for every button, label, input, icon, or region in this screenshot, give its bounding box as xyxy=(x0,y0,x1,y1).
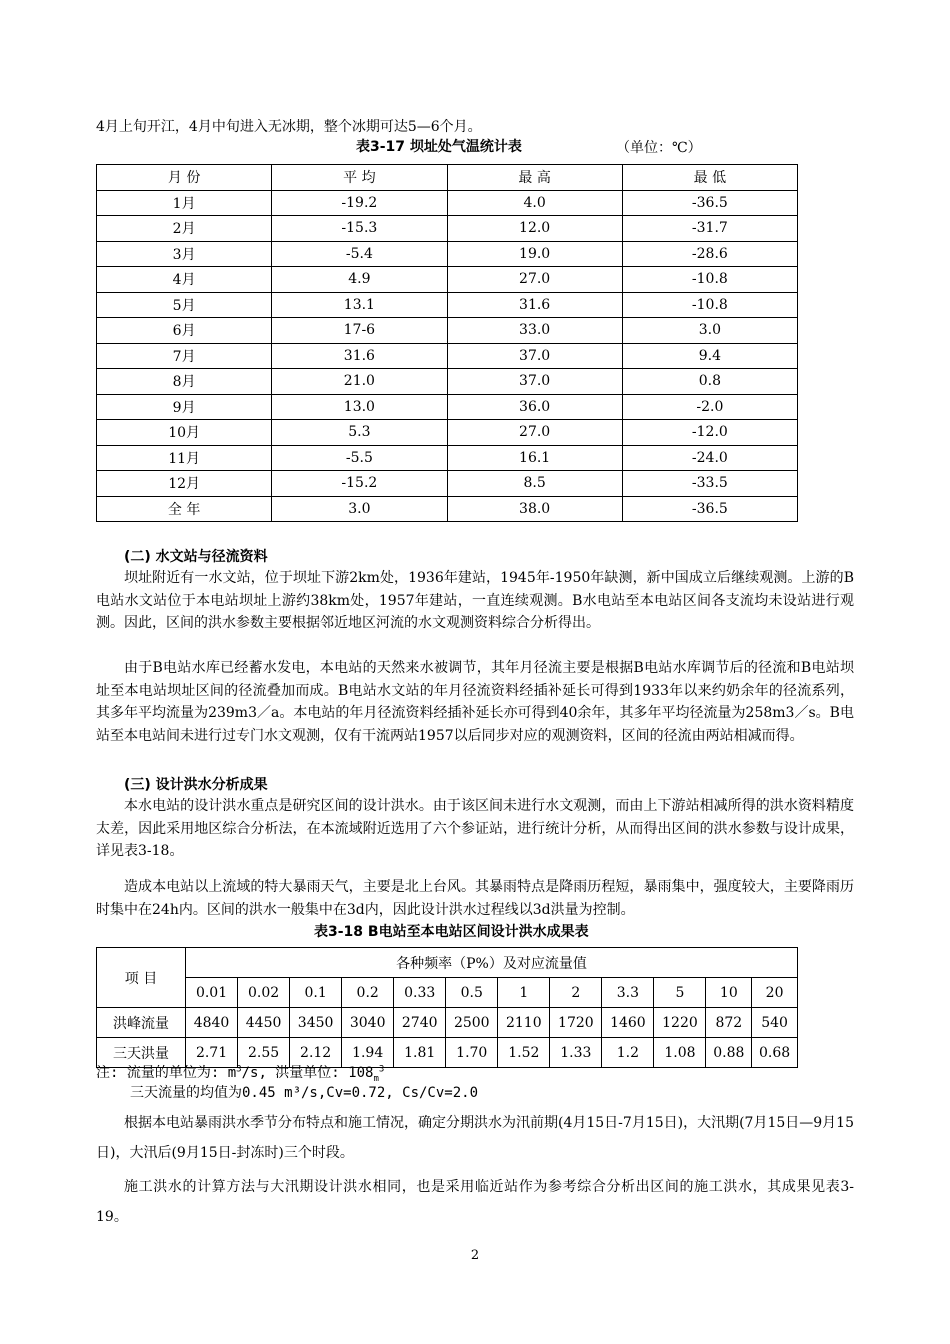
table-cell: 9月 xyxy=(97,394,272,420)
table-cell: 3040 xyxy=(342,1008,394,1038)
table-cell: -36.5 xyxy=(622,190,797,216)
header-max: 最 高 xyxy=(447,165,622,191)
table-cell: 1460 xyxy=(602,1008,654,1038)
header-month: 月 份 xyxy=(97,165,272,191)
table-row xyxy=(97,318,798,344)
frequency-header-cell: 0.1 xyxy=(290,978,342,1008)
section2-paragraph-2: 由于B电站水库已经蓄水发电，本电站的天然来水被调节，其年月径流主要是根据B电站水库调节后的径流和B电站坝址至本电站坝址区间的径流叠加而成。B电站水文站的年月径流资料经插补延长可得到1933年以来约奶余年的径流系列，其多年平均流量为239m3／a。本电站的年月径流资料经插补延长亦可得到40余年，其多年平均径流量为258m3／s。B电站至本电站间未进行过专门水文观测，仅有干流两站1957以后同步对应的观测资料，区间的径流由两站相减而得。 xyxy=(96,660,854,744)
table-cell: 11月 xyxy=(97,445,272,471)
table-cell: -5.4 xyxy=(272,241,447,267)
table-cell: 12.0 xyxy=(447,216,622,242)
table17-unit: （单位：℃） xyxy=(616,140,702,156)
section3-paragraph-2: 造成本电站以上流域的特大暴雨天气，主要是北上台风。其暴雨特点是降雨历程短，暴雨集中，强度较大，主要降雨历时集中在24h内。区间的洪水一般集中在3d内，因此设计洪水过程线以3d洪量为控制。 xyxy=(96,879,854,918)
table-cell: 1220 xyxy=(654,1008,706,1038)
frequency-header-cell: 0.5 xyxy=(446,978,498,1008)
table-cell: 21.0 xyxy=(272,369,447,395)
table-cell: 13.0 xyxy=(272,394,447,420)
table-cell: 38.0 xyxy=(447,496,622,522)
table-row xyxy=(97,445,798,471)
table-cell: -19.2 xyxy=(272,190,447,216)
table-cell: 4450 xyxy=(238,1008,290,1038)
table-cell: -10.8 xyxy=(622,292,797,318)
table-cell: 2.71 xyxy=(186,1038,238,1068)
table-cell: 2500 xyxy=(446,1008,498,1038)
table-row xyxy=(97,343,798,369)
frequency-header-cell: 10 xyxy=(706,978,752,1008)
table-cell: 1.94 xyxy=(342,1038,394,1068)
table-cell: -15.2 xyxy=(272,471,447,497)
table-cell: 3月 xyxy=(97,241,272,267)
table-row xyxy=(97,496,798,522)
table-cell: -36.5 xyxy=(622,496,797,522)
frequency-header-cell: 20 xyxy=(752,978,798,1008)
table-cell: 1月 xyxy=(97,190,272,216)
table18-caption: 表3-18 B电站至本电站区间设计洪水成果表 xyxy=(314,924,589,940)
table-cell: 3450 xyxy=(290,1008,342,1038)
table-cell: 2740 xyxy=(394,1008,446,1038)
table-cell: -33.5 xyxy=(622,471,797,497)
table-cell: 8.5 xyxy=(447,471,622,497)
table-cell: 3.0 xyxy=(272,496,447,522)
table-cell: 5.3 xyxy=(272,420,447,446)
table-cell: 36.0 xyxy=(447,394,622,420)
table-cell: -2.0 xyxy=(622,394,797,420)
table-cell: 1.81 xyxy=(394,1038,446,1068)
table-cell: 6月 xyxy=(97,318,272,344)
frequency-header-cell: 0.02 xyxy=(238,978,290,1008)
section2-heading: (二) 水文站与径流资料 xyxy=(124,549,268,565)
row-label: 三天洪量 xyxy=(97,1038,186,1068)
page-number: 2 xyxy=(470,1248,480,1263)
table-row xyxy=(97,216,798,242)
header-min: 最 低 xyxy=(622,165,797,191)
table-cell: 31.6 xyxy=(272,343,447,369)
table-row xyxy=(97,369,798,395)
table-cell: 2月 xyxy=(97,216,272,242)
table-cell: 0.88 xyxy=(706,1038,752,1068)
frequency-header-cell: 2 xyxy=(550,978,602,1008)
table-cell: 1.70 xyxy=(446,1038,498,1068)
table-cell: -31.7 xyxy=(622,216,797,242)
table-cell: -12.0 xyxy=(622,420,797,446)
table-cell: 19.0 xyxy=(447,241,622,267)
table-cell: 31.6 xyxy=(447,292,622,318)
table-cell: 10月 xyxy=(97,420,272,446)
table-cell: 0.8 xyxy=(622,369,797,395)
table-cell: 7月 xyxy=(97,343,272,369)
table-row xyxy=(97,190,798,216)
frequency-header-cell: 0.2 xyxy=(342,978,394,1008)
table-cell: 5月 xyxy=(97,292,272,318)
table-cell: 4.0 xyxy=(447,190,622,216)
table-cell: -28.6 xyxy=(622,241,797,267)
row-label: 洪峰流量 xyxy=(97,1008,186,1038)
table-cell: 2110 xyxy=(498,1008,550,1038)
table-row xyxy=(97,394,798,420)
table-cell: 4.9 xyxy=(272,267,447,293)
flood-table xyxy=(96,947,798,1068)
table-cell: 0.68 xyxy=(752,1038,798,1068)
table-cell: 4月 xyxy=(97,267,272,293)
table-row xyxy=(97,292,798,318)
header-avg: 平 均 xyxy=(272,165,447,191)
table-cell: 872 xyxy=(706,1008,752,1038)
table-cell: 16.1 xyxy=(447,445,622,471)
table-group-row xyxy=(97,948,798,978)
table-cell: 12月 xyxy=(97,471,272,497)
table-cell: 1.2 xyxy=(602,1038,654,1068)
closing-paragraph-2: 施工洪水的计算方法与大汛期设计洪水相同，也是采用临近站作为参考综合分析出区间的施工洪水，其成果见表3-19。 xyxy=(96,1179,854,1225)
table17-caption: 表3-17 坝址处气温统计表 xyxy=(356,139,522,155)
table-cell: 1720 xyxy=(550,1008,602,1038)
frequency-header-cell: 0.33 xyxy=(394,978,446,1008)
table-cell: 8月 xyxy=(97,369,272,395)
note-mean: 三天流量的均值为0.45 m³/s,Cv=0.72, Cs/Cv=2.0 xyxy=(130,1085,479,1101)
note-units: 注: 流量的单位为: $m^3/s$, 洪量单位: $108_m^3$ xyxy=(96,1064,385,1084)
table-cell: -15.3 xyxy=(272,216,447,242)
table-cell: 13.1 xyxy=(272,292,447,318)
table-cell: 17-6 xyxy=(272,318,447,344)
table-cell: 37.0 xyxy=(447,343,622,369)
table-cell: 3.0 xyxy=(622,318,797,344)
table-cell: 1.52 xyxy=(498,1038,550,1068)
closing-paragraph-1: 根据本电站暴雨洪水季节分布特点和施工情况，确定分期洪水为汛前期(4月15日-7月15日)，大汛期(7月15日—9月15日)，大汛后(9月15日-封冻时)三个时段。 xyxy=(96,1115,855,1161)
table-row xyxy=(97,471,798,497)
table-row xyxy=(97,241,798,267)
frequency-header-cell: 5 xyxy=(654,978,706,1008)
table-cell: 4840 xyxy=(186,1008,238,1038)
section3-heading: (三) 设计洪水分析成果 xyxy=(124,777,268,793)
table-row xyxy=(97,420,798,446)
section2-paragraph-1: 坝址附近有一水文站，位于坝址下游2km处，1936年建站，1945年-1950年缺测，新中国成立后继续观测。上游的B电站水文站位于本电站坝址上游约38km处，1957年建站，一直连续观测。B水电站至本电站区间各支流均未设站进行观测。因此，区间的洪水参数主要根据邻近地区河流的水文观测资料综合分析得出。 xyxy=(96,570,854,631)
table-cell: 27.0 xyxy=(447,267,622,293)
section3-paragraph-1: 本水电站的设计洪水重点是研究区间的设计洪水。由于该区间未进行水文观测，而由上下游站相减所得的洪水资料精度太差，因此采用地区综合分析法，在本流域附近选用了六个参证站，进行统计分析，从而得出区间的洪水参数与设计成果，详见表3-18。 xyxy=(96,798,854,859)
table-cell: 540 xyxy=(752,1008,798,1038)
intro-line: 4月上旬开江，4月中旬进入无冰期，整个冰期可达5—6个月。 xyxy=(96,119,482,135)
table-cell: 2.12 xyxy=(290,1038,342,1068)
table-frequency-row xyxy=(97,978,798,1008)
frequency-header-cell: 3.3 xyxy=(602,978,654,1008)
temperature-table xyxy=(96,164,798,522)
table-cell: 1.08 xyxy=(654,1038,706,1068)
frequency-header-cell: 0.01 xyxy=(186,978,238,1008)
table-header-row xyxy=(97,165,798,191)
table-row xyxy=(97,267,798,293)
table-cell: -5.5 xyxy=(272,445,447,471)
header-frequency-group: 各种频率（P%）及对应流量值 xyxy=(186,948,798,978)
table-cell: -10.8 xyxy=(622,267,797,293)
table-cell: 2.55 xyxy=(238,1038,290,1068)
table-cell: 9.4 xyxy=(622,343,797,369)
table-cell: 33.0 xyxy=(447,318,622,344)
table-row xyxy=(97,1008,798,1038)
header-item: 项 目 xyxy=(97,948,186,1008)
table-cell: 27.0 xyxy=(447,420,622,446)
frequency-header-cell: 1 xyxy=(498,978,550,1008)
table-cell: -24.0 xyxy=(622,445,797,471)
table-cell: 1.33 xyxy=(550,1038,602,1068)
table-cell: 全 年 xyxy=(97,496,272,522)
table-cell: 37.0 xyxy=(447,369,622,395)
